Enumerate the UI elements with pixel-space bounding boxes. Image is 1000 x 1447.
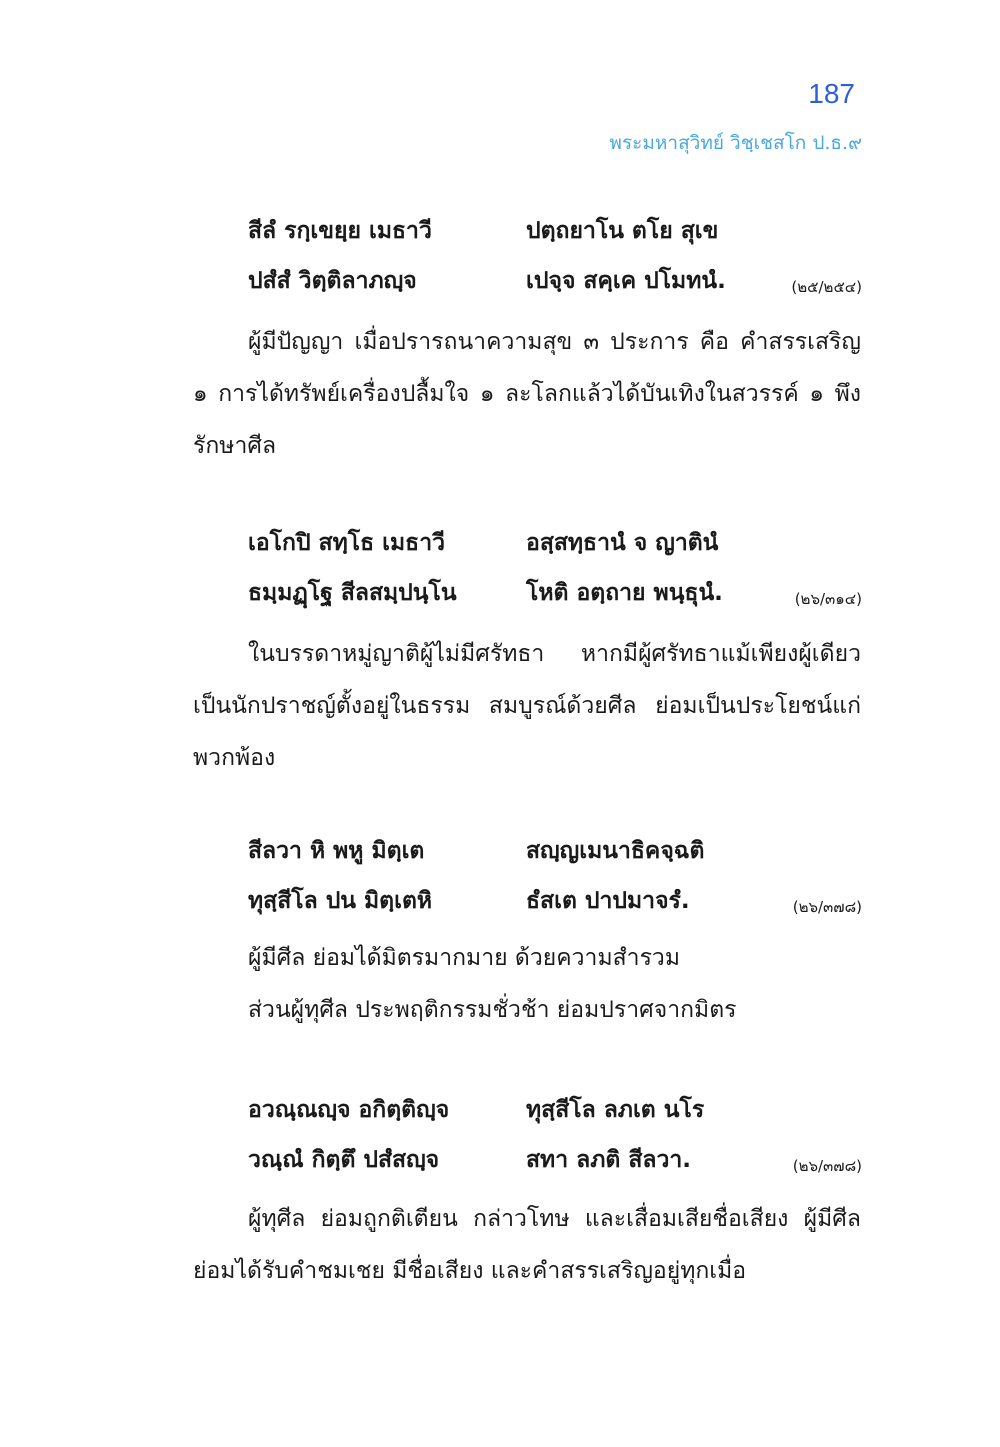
- pali-hemistich: สญฺญเมนาธิคจฺฉติ: [526, 838, 705, 864]
- pali-hemistich: ธมฺมฏฺโฐ สีลสมฺปนฺโน: [248, 580, 457, 606]
- verse-reference: (๒๖/๓๗๘): [792, 1157, 862, 1175]
- translation-lines: [193, 932, 861, 1036]
- verse-line: [0, 263, 1000, 313]
- translation-line: ส่วนผู้ทุศีล ประพฤติกรรมชั่วช้า ย่อมปราศจากมิตร: [248, 997, 737, 1023]
- verse-reference: (๒๖/๓๑๔): [794, 590, 862, 608]
- pali-hemistich: อสฺสทฺธานํ จ ญาตินํ: [526, 530, 719, 556]
- translation-line: ผู้มีศีล ย่อมได้มิตรมากมาย ด้วยความสำรวม: [248, 945, 681, 971]
- page-number: 187: [808, 78, 855, 109]
- pali-hemistich: เอโกปิ สทฺโธ เมธาวี: [248, 530, 446, 556]
- pali-verse: [0, 525, 1000, 625]
- verse-line: [0, 525, 1000, 575]
- translation-paragraph: ผู้ทุศีล ย่อมถูกติเตียน กล่าวโทษ และเสื่อมเสียชื่อเสียง ผู้มีศีลย่อมได้รับคำชมเชย มีชื่อเสียง และคำสรรเสริญอยู่ทุกเมื่อ: [193, 1206, 861, 1284]
- verse-line: [0, 213, 1000, 263]
- verse-line: [0, 883, 1000, 933]
- verse-reference: (๒๖/๓๗๘): [792, 898, 862, 916]
- pali-verse: [0, 833, 1000, 933]
- pali-hemistich: โหติ อตฺถาย พนฺธุนํ.: [526, 580, 723, 606]
- pali-hemistich: ปสํสํ วิตฺติลาภญฺจ: [248, 268, 417, 294]
- running-header: พระมหาสุวิทย์ วิชฺเชสโก ป.ธ.๙: [609, 132, 862, 154]
- pali-hemistich: สทา ลภติ สีลวา.: [526, 1147, 692, 1173]
- pali-hemistich: ทุสฺสีโล ปน มิตฺเตหิ: [248, 888, 433, 914]
- pali-verse: [0, 1092, 1000, 1192]
- pali-hemistich: วณฺณํ กิตฺตึ ปสํสญฺจ: [248, 1147, 440, 1173]
- verse-reference: (๒๕/๒๕๔): [791, 278, 862, 296]
- verse-line: [0, 575, 1000, 625]
- pali-hemistich: อวณฺณญฺจ อกิตฺติญฺจ: [248, 1097, 450, 1123]
- translation-paragraph: ผู้มีปัญญา เมื่อปรารถนาความสุข ๓ ประการ คือ คำสรรเสริญ ๑ การได้ทรัพย์เครื่องปลื้มใจ ๑ ละโลกแล้วได้บันเทิงในสวรรค์ ๑ พึงรักษาศีล: [193, 329, 861, 459]
- pali-hemistich: เปจฺจ สคฺเค ปโมทนํ.: [526, 268, 726, 294]
- pali-hemistich: ทุสฺสีโล ลภเต นโร: [526, 1097, 705, 1123]
- pali-verse: [0, 213, 1000, 313]
- verse-line: [0, 833, 1000, 883]
- pali-hemistich: ปตฺถยาโน ตโย สุเข: [526, 218, 719, 244]
- verse-line: [0, 1092, 1000, 1142]
- verse-line: [0, 1142, 1000, 1192]
- pali-hemistich: ธํสเต ปาปมาจรํ.: [526, 888, 690, 914]
- translation-paragraph: ในบรรดาหมู่ญาติผู้ไม่มีศรัทธา หากมีผู้ศรัทธาแม้เพียงผู้เดียว เป็นนักปราชญ์ตั้งอยู่ในธรรม สมบูรณ์ด้วยศีล ย่อมเป็นประโยชน์แก่พวกพ้อง: [193, 641, 861, 771]
- pali-hemistich: สีลวา หิ พหู มิตฺเต: [248, 838, 425, 864]
- pali-hemistich: สีลํ รกฺเขยฺย เมธาวี: [248, 218, 432, 244]
